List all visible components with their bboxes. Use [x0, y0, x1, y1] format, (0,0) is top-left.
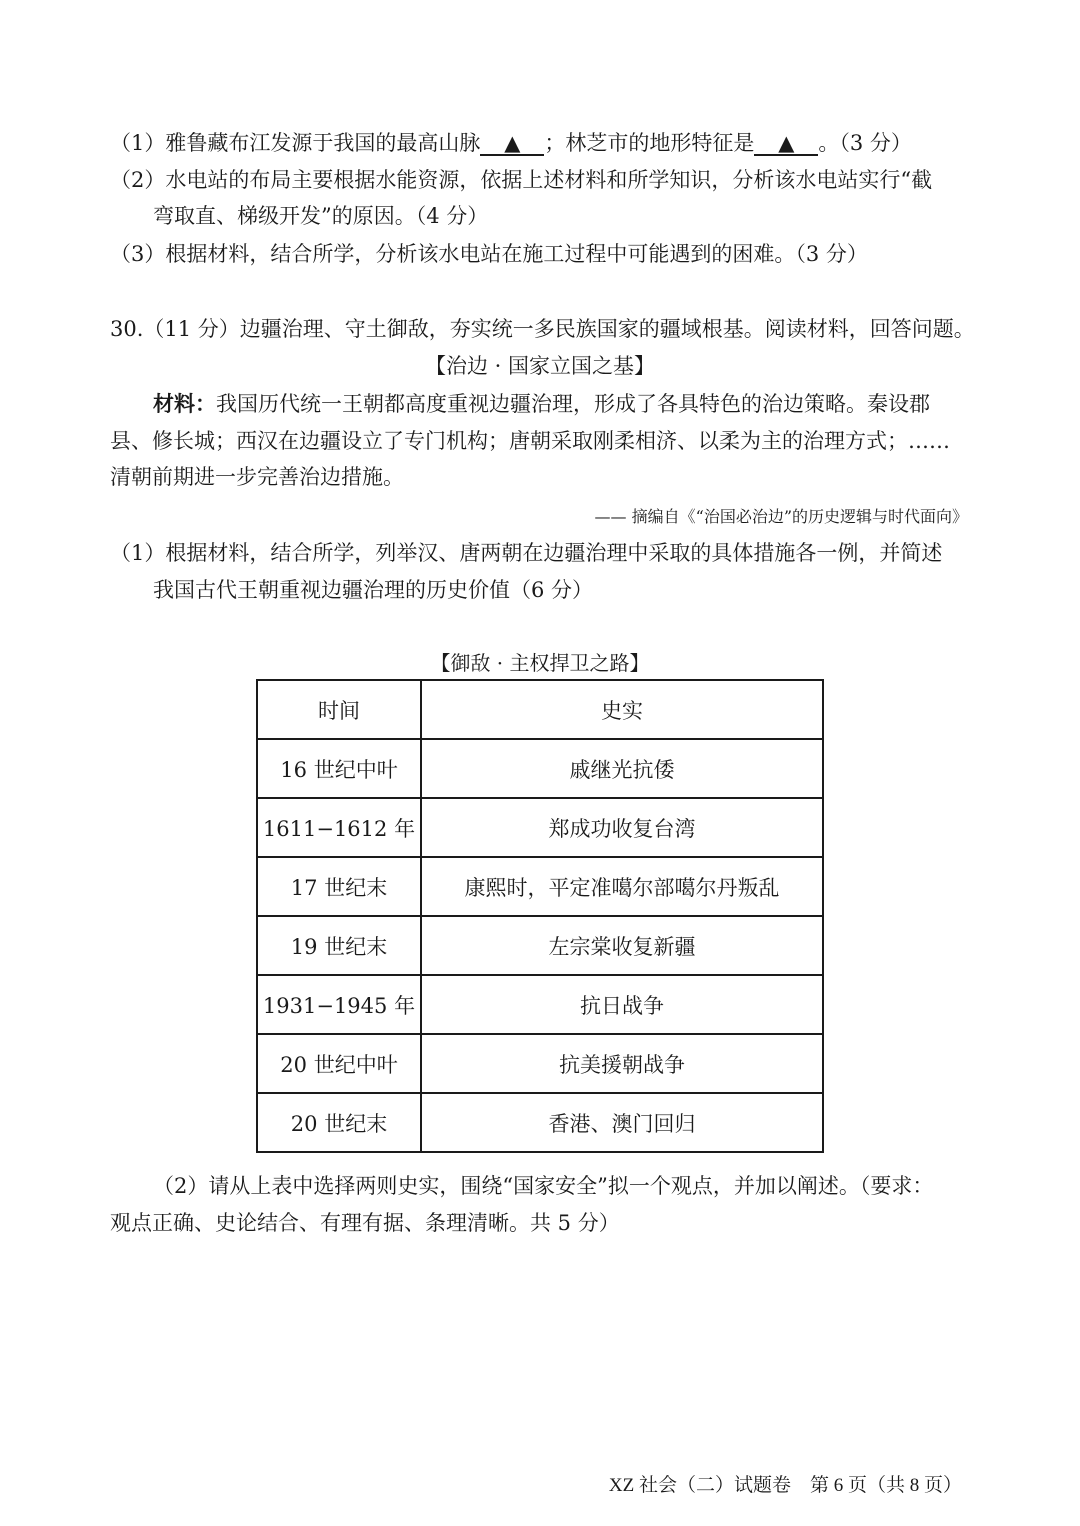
section-title-border-governance: 【治边 · 国家立国之基】 — [424, 354, 656, 378]
table-row — [257, 739, 823, 798]
q30-part2-line2: 观点正确、史论结合、有理有据、条理清晰。共 5 分） — [110, 1211, 620, 1235]
cell-event: 左宗棠收复新疆 — [421, 916, 823, 975]
section-title-defense: 【御敌 · 主权捍卫之路】 — [430, 651, 650, 675]
answer-blank-2[interactable]: ▲ — [754, 132, 818, 156]
cell-event: 郑成功收复台湾 — [421, 798, 823, 857]
cell-event: 抗日战争 — [421, 975, 823, 1034]
page-footer: XZ 社会（二）试题卷 第 6 页（共 8 页） — [608, 1475, 962, 1496]
cell-time: 20 世纪末 — [257, 1093, 421, 1152]
table-row — [257, 916, 823, 975]
material-line1: 材料：我国历代统一王朝都高度重视边疆治理，形成了各具特色的治边策略。秦设郡 — [153, 391, 930, 416]
q30-part1-line1: （1）根据材料，结合所学，列举汉、唐两朝在边疆治理中采取的具体措施各一例，并简述 — [110, 541, 943, 565]
cell-time: 20 世纪中叶 — [257, 1034, 421, 1093]
q30-part1-line2: 我国古代王朝重视边疆治理的历史价值（6 分） — [153, 578, 594, 602]
table-row — [257, 975, 823, 1034]
q29-part2-line1: （2）水电站的布局主要根据水能资源，依据上述材料和所学知识，分析该水电站实行“截 — [110, 168, 933, 192]
material-line2: 县、修长城；西汉在边疆设立了专门机构；唐朝采取刚柔相济、以柔为主的治理方式；…… — [110, 429, 950, 453]
cell-event: 戚继光抗倭 — [421, 739, 823, 798]
material-label: 材料： — [153, 391, 216, 416]
cell-event: 康熙时，平定准噶尔部噶尔丹叛乱 — [421, 857, 823, 916]
history-events-table — [256, 679, 824, 1153]
q29-part3: （3）根据材料，结合所学，分析该水电站在施工过程中可能遇到的困难。（3 分） — [110, 242, 868, 266]
q29-part2-line2: 弯取直、梯级开发”的原因。（4 分） — [153, 204, 489, 228]
cell-event: 香港、澳门回归 — [421, 1093, 823, 1152]
table-row — [257, 857, 823, 916]
cell-time: 1931−1945 年 — [257, 975, 421, 1034]
header-event: 史实 — [421, 680, 823, 739]
cell-time: 17 世纪末 — [257, 857, 421, 916]
material-source: —— 摘编自《“治国必治边”的历史逻辑与时代面向》 — [594, 507, 968, 526]
material-line3: 清朝前期进一步完善治边措施。 — [110, 465, 404, 489]
q29-part1: （1）雅鲁藏布江发源于我国的最高山脉 ▲ ；林芝市的地形特征是 ▲ 。（3 分） — [110, 131, 912, 155]
q30-intro: 30.（11 分）边疆治理、守土御敌，夯实统一多民族国家的疆域根基。阅读材料，回答问题。 — [110, 317, 975, 341]
cell-time: 19 世纪末 — [257, 916, 421, 975]
table-header-row — [257, 680, 823, 739]
q30-part2-line1: （2）请从上表中选择两则史实，围绕“国家安全”拟一个观点，并加以阐述。（要求： — [153, 1174, 934, 1198]
cell-time: 16 世纪中叶 — [257, 739, 421, 798]
cell-event: 抗美援朝战争 — [421, 1034, 823, 1093]
cell-time: 1611−1612 年 — [257, 798, 421, 857]
table-row — [257, 798, 823, 857]
answer-blank-1[interactable]: ▲ — [480, 132, 544, 156]
table-row — [257, 1034, 823, 1093]
table-row — [257, 1093, 823, 1152]
header-time: 时间 — [257, 680, 421, 739]
